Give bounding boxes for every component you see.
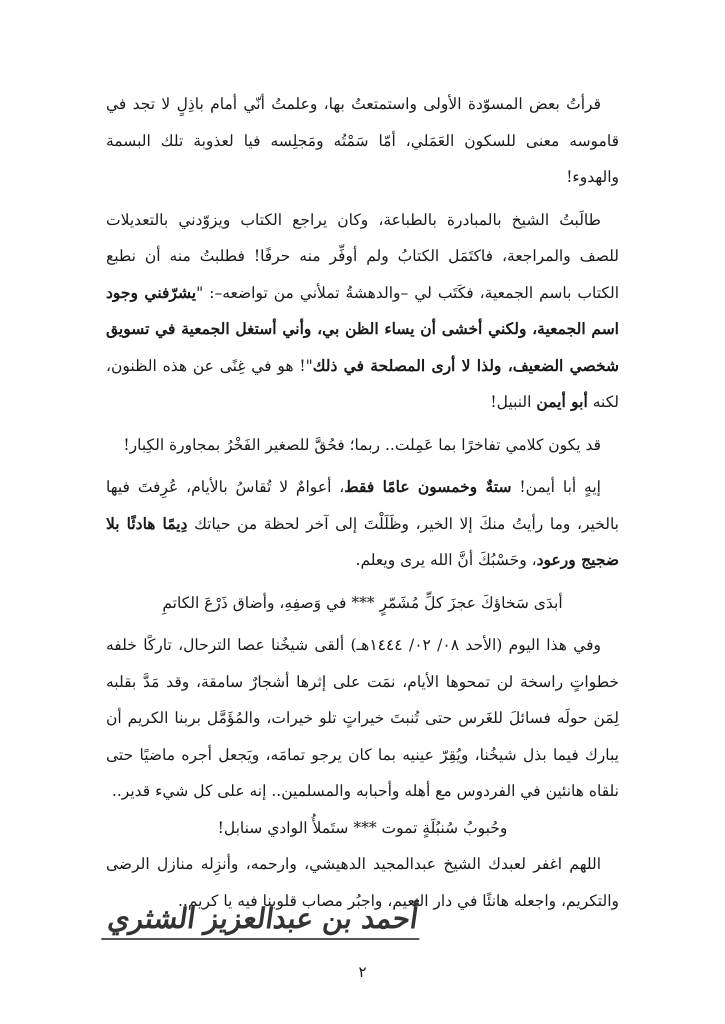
paragraph-4-text-3: ، وحَسْبُكَ أنَّ الله يرى ويعلم.: [355, 551, 537, 569]
paragraph-5: وفي هذا اليوم (الأحد ٠٨/ ٠٢/ ١٤٤٤هـ) ألقى شيخُنا عصا الترحال، تاركًا خلفه خطواتٍ راسخة لن تمحوها الأيام، نمَت على إثرها أشجارٌ سامقة، وقد مَدَّ بقلبه لِمَن حولَه فسائلَ للغَرس حتى تُنبتَ خيراتٍ تلو خيرات، والمُؤَمَّل بربنا الكريم أن يبارك فيما بذل شيخُنا، ويُقِرّ عينيه بما كان يرجو تمامَه، ويَجعل أجره ماضيًا حتى نلقاه هانئين في الفردوس مع أهله وأحبابه والمسلمين.. إنه على كل شيء قدير..: [106, 636, 619, 800]
paragraph-4-text-2: ، أعوامٌ لا تُقاسُ بالأيام، عُرِفتَ فيها بالخير، وما رأيتُ منكَ إلا الخير، وظَلَلْتَ إلى آخر لحظة من حياتك: [106, 478, 619, 533]
paragraph-2-quote-bold: يشرّفني وجود اسم الجمعية، ولكني أخشى أن يساء الظن بي، وأني أستغل الجمعية في تسويق شخصي الضعيف، ولذا لا أرى المصلحة في ذلك: [106, 282, 619, 375]
paragraph-4-text-1: إيهٍ أبا أيمن!: [511, 478, 601, 496]
paragraph-4: [106, 469, 619, 579]
paragraph-2-name-bold: أبو أيمن: [536, 392, 588, 411]
paragraph-2-text-2: "! هو في غِنًى عن هذه الظنون، لكنه: [106, 356, 619, 411]
paragraph-2-text-3: النبيل!: [490, 393, 537, 411]
paragraph-4-calm-bold: دِيمًا هادئًا بلا ضجيج ورعود: [106, 513, 619, 569]
paragraph-4-years-bold: ستةٌ وخمسون عامًا فقط: [344, 477, 512, 496]
paragraph-2-text-1: طالَبتُ الشيخ بالمبادرة بالطباعة، وكان يراجع الكتاب ويزوّدني بالتعديلات للصف والمراجعة، فاكتَمَل الكتابُ ولم أوفِّر منه حرفًا! فطلبتُ منه أن نطبع الكتاب باسم الجمعية، فكَتَب لي –والدهشةُ تملأني من تواضعه–: ": [106, 210, 620, 302]
paragraph-1: قرأتُ بعض المسوّدة الأولى واستمتعتُ بها، وعلمتُ أنّي أمام باذِلٍ لا تجد في قاموسه معنى للسكون العَمَلي، أمّا سَمْتُه ومَجلِسه فيا لعذوبة تلك البسمة والهدوء!: [106, 95, 619, 186]
page-number: ٢: [358, 963, 367, 981]
paragraph-6: اللهم اغفر لعبدك الشيخ عبدالمجيد الدهيشي، وارحمه، وأنزِله منازل الرضى والتكريم، واجعله هانئًا في دار النعيم، واجبُر مصاب قلوبنا فيه يا كريم..: [106, 855, 619, 910]
poetry-verse-1: أبدَى سَخاؤكَ عجزَ كلِّ مُشَمّرٍ *** في وَصفِهِ، وأضاق ذَرْعَ الكاتمِ: [162, 593, 563, 612]
poetry-verse-2: وحُبوبُ سُنبُلَةٍ تموت *** ستَملأُ الوادي سنابل!: [217, 818, 508, 837]
paragraph-3: قد يكون كلامي تفاخرًا بما عَمِلت.. ربما؛ فحُقَّ للصغير الفَخْرُ بمجاورة الكِبار!: [123, 435, 601, 454]
author-signature: أحمد بن عبدالعزيز الشثري: [101, 900, 424, 940]
paragraph-2: [106, 202, 619, 421]
